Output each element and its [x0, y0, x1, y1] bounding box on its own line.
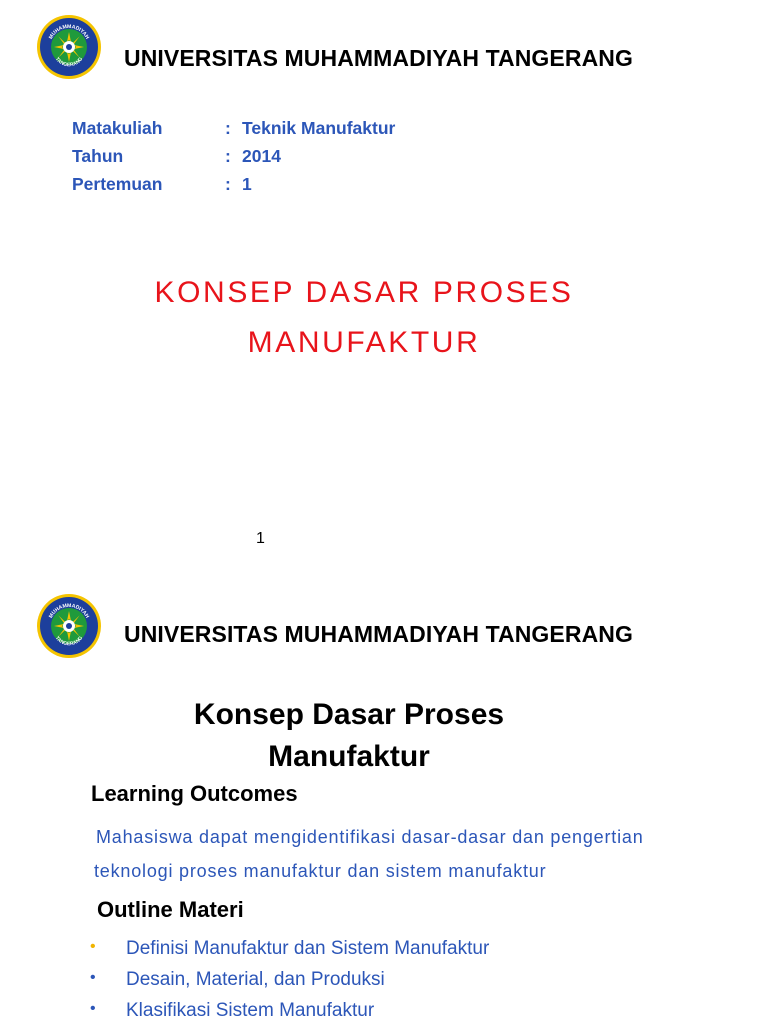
university-name: UNIVERSITAS MUHAMMADIYAH TANGERANG [124, 621, 633, 647]
meta-colon: : [225, 118, 231, 138]
university-logo [36, 593, 102, 659]
meta-label: Tahun [72, 146, 124, 166]
slide-title-line-1: Konsep Dasar Proses [193, 698, 505, 731]
bullet-icon: • [90, 969, 96, 986]
learning-outcomes-heading: Learning Outcomes [91, 781, 298, 806]
bullet-icon: • [90, 1000, 96, 1017]
meta-colon: : [225, 146, 231, 166]
list-item-text: Klasifikasi Sistem Manufaktur [126, 1000, 375, 1021]
page-number: 1 [256, 530, 265, 547]
list-item-text: Definisi Manufaktur dan Sistem Manufaktur [126, 938, 490, 959]
slide-title-line-2: Manufaktur [268, 740, 430, 773]
learning-outcomes-text-line-2: teknologi proses manufaktur dan sistem manufaktur [94, 861, 547, 881]
university-name: UNIVERSITAS MUHAMMADIYAH TANGERANG [124, 45, 633, 71]
meta-value: 2014 [242, 146, 281, 166]
outline-heading: Outline Materi [97, 897, 244, 922]
meta-value: Teknik Manufaktur [242, 118, 396, 138]
list-item-text: Desain, Material, dan Produksi [126, 969, 385, 990]
meta-colon: : [225, 174, 231, 194]
meta-label: Matakuliah [72, 118, 163, 138]
university-logo [36, 14, 102, 80]
slide-2 [0, 576, 768, 1024]
meta-value: 1 [242, 174, 252, 194]
meta-label: Pertemuan [72, 174, 163, 194]
learning-outcomes-text-line-1: Mahasiswa dapat mengidentifikasi dasar-dasar dan pengertian [96, 827, 644, 847]
bullet-icon: • [90, 938, 96, 955]
slide-title-line-1: KONSEP DASAR PROSES [154, 276, 574, 309]
slide-title-line-2: MANUFAKTUR [247, 326, 481, 359]
